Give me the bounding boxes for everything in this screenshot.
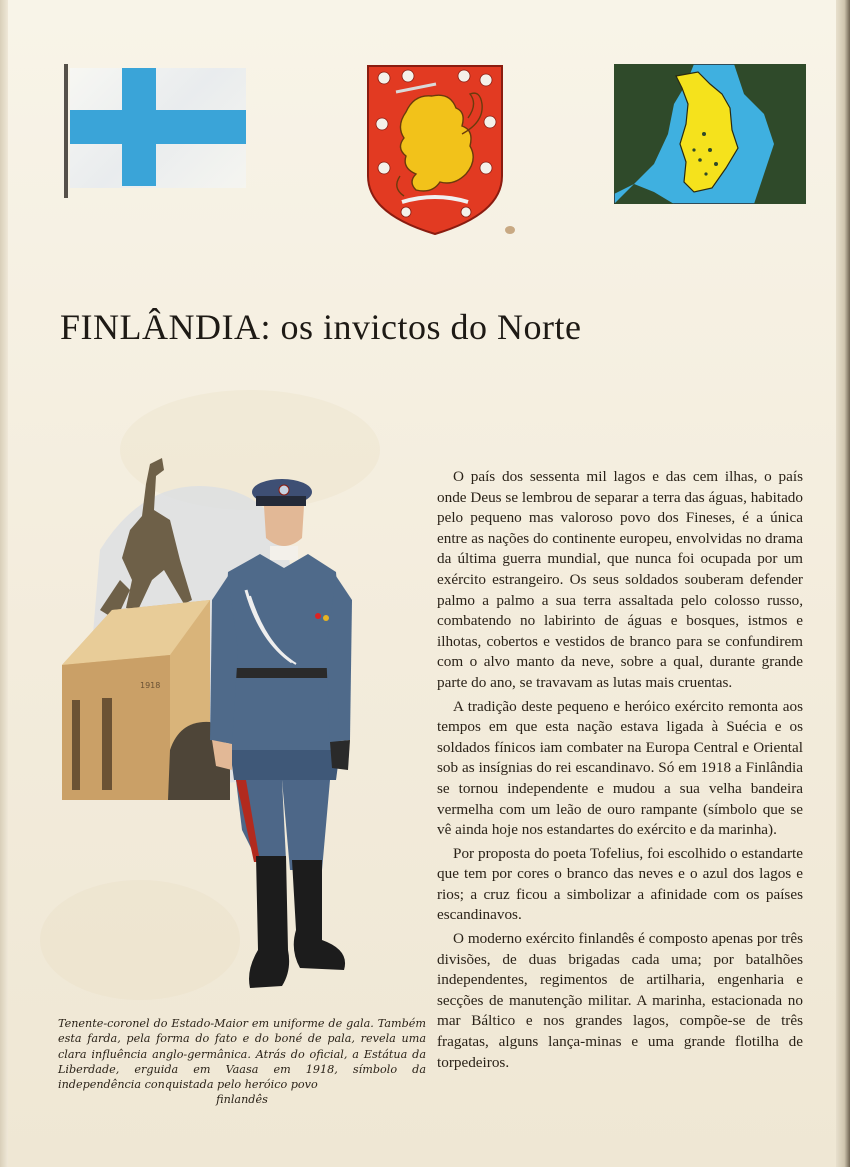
article-paragraph: O país dos sessenta mil lagos e das cem ilhas, o país onde Deus se lembrou de separar a terra das águas, habitado pelo pequeno mas valoroso povo dos Fineses, é a única entre as nações do continente europeu, envolvidas no drama da última guerra mundial, que nunca foi ocupada por um exército estrangeiro. Os seus soldados souberam defender palmo a palmo a sua terra assaltada pelo colosso russo, combatendo no labirinto de águas e bosques, istmos e ilhotas, cobertos e vestidos de branco para se confundirem com o alvo manto da neve, sobre a qual, durante grande parte do ano, se travavam as lutas mais cruentas. bbox=[437, 468, 803, 691]
officer-and-liberty-statue-illustration bbox=[60, 450, 360, 1005]
page-title: FINLÂNDIA: os invictos do Norte bbox=[60, 307, 582, 347]
illustration-caption bbox=[58, 1016, 426, 1108]
finland-map-icon bbox=[614, 64, 806, 204]
flag-cross-horizontal bbox=[70, 110, 246, 144]
caption-text: Tenente-coronel do Estado-Maior em uniforme de gala. Também esta farda, pela forma do fato e do boné de pala, revela uma clara influência anglo-germânica. Atrás do oficial, a Estátua da Liberdade, erguida em Vaasa em 1918, símbolo da independência conquistada pelo heróico povo bbox=[58, 1017, 426, 1092]
article-body bbox=[437, 467, 803, 1076]
monument-inscription: 1918 bbox=[140, 681, 161, 690]
finnish-flag-icon bbox=[64, 64, 246, 198]
article-paragraph: O moderno exército finlandês é composto apenas por três divisões, de duas brigadas cada uma; por batalhões independentes, regimentos de artilharia, engenharia e secções de manutenção militar. A marinha, estacionada no mar Báltico e nos grandes lagos, compõe-se de três fragatas, alguns lança-minas e uma grande flotilha de torpedeiros. bbox=[437, 930, 803, 1071]
flag-cloth bbox=[70, 68, 246, 188]
article-paragraph: A tradição deste pequeno e heróico exército remonta aos tempos em que esta nação estava ligada à Suécia e os soldados fínicos iam combater na Europa Central e Oriental sob as insígnias do rei escandinavo. Só em 1918 a Finlândia se tornou independente e mudou a sua velha bandeira vermelha com um leão de ouro rampante (símbolo que se vê ainda hoje nos estandartes do exército e da marinha). bbox=[437, 697, 803, 839]
page-left-edge bbox=[0, 0, 8, 1167]
flag-pole bbox=[64, 64, 68, 198]
page-right-edge bbox=[836, 0, 850, 1167]
finnish-lion-coat-of-arms-icon bbox=[366, 64, 504, 236]
caption-last-line: finlandês bbox=[216, 1093, 268, 1107]
article-paragraph: Por proposta do poeta Tofelius, foi escolhido o estandarte que tem por cores o branco das neves e o azul dos lagos e rios; a cruz ficou a simbolizar a afinidade com os países escandinavos. bbox=[437, 844, 803, 924]
